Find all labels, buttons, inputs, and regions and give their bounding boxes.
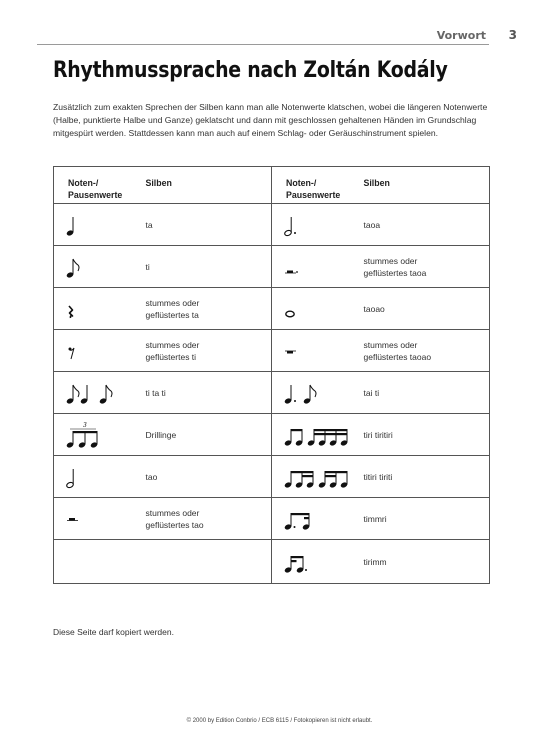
intro-paragraph: Zusätzlich zum exakten Sprechen der Silben kann man alle Notenwerte klatschen, wobei die längeren Notenwerte (Halbe, punktierte Halbe und Ganze) geklatscht und dann mit geschlossen gehaltenen Händen im Grundschlag mitgespürt werden. Stattdessen kann man auch auf einem Schlag- oder Geräuschinstrument spielen. <box>53 102 488 138</box>
dotted-eighth-sixteenth-icon <box>284 507 334 531</box>
note-cell <box>272 372 360 414</box>
syllable-cell: taoa <box>360 204 490 246</box>
header-rule <box>37 44 489 45</box>
note-cell <box>54 456 142 498</box>
syllable-cell <box>142 540 272 584</box>
syllable-cell: stummes oder geflüstertes ti <box>142 330 272 372</box>
rhythm-table <box>53 166 490 584</box>
sixteenth-dotted-eighth-icon <box>284 550 334 574</box>
syllable-cell: ta <box>142 204 272 246</box>
whole-rest-icon <box>284 339 324 363</box>
note-cell <box>54 288 142 330</box>
dotted-quarter-eighth-icon <box>284 381 344 405</box>
table-row <box>54 414 490 456</box>
syllable-cell: ti ta ti <box>142 372 272 414</box>
syllable-cell: tiri tiritiri <box>360 414 490 456</box>
note-cell <box>54 204 142 246</box>
whole-note-icon <box>284 297 324 321</box>
section-label: Vorwort <box>436 29 486 42</box>
table-row <box>54 330 490 372</box>
syllable-cell: stummes oder geflüstertes taoa <box>360 246 490 288</box>
note-cell <box>54 372 142 414</box>
note-cell <box>54 414 142 456</box>
table-row <box>54 246 490 288</box>
copyright-line: © 2000 by Edition Conbrio / ECB 6115 / Fotokopieren ist nicht erlaubt. <box>186 718 373 724</box>
syllable-cell: Drillinge <box>142 414 272 456</box>
eighth-sixteenths-icon <box>284 465 356 489</box>
eighth-rest-icon <box>66 339 106 363</box>
note-cell <box>54 498 142 540</box>
page-title: Rhythmussprache nach Zoltán Kodály <box>53 58 448 83</box>
table-row <box>54 456 490 498</box>
eighth-note-icon <box>66 255 106 279</box>
quarter-note-icon <box>66 213 106 237</box>
table-header-row <box>54 167 490 204</box>
syllable-cell: titiri tiriti <box>360 456 490 498</box>
note-cell <box>54 246 142 288</box>
header-notes-left: Noten-/ Pausenwerte <box>54 167 142 204</box>
syllable-cell: stummes oder geflüstertes tao <box>142 498 272 540</box>
note-cell <box>272 414 360 456</box>
syllable-cell: tao <box>142 456 272 498</box>
dotted-half-note-icon <box>284 213 324 237</box>
syllable-cell: stummes oder geflüstertes ta <box>142 288 272 330</box>
note-cell <box>272 204 360 246</box>
table-row <box>54 498 490 540</box>
syllable-cell: tirimm <box>363 556 387 567</box>
svg-text:3: 3 <box>83 421 87 429</box>
syllable-cell: timmri <box>360 498 490 540</box>
sixteenths-icon <box>284 423 356 447</box>
note-cell <box>54 540 142 584</box>
triplet-icon <box>66 421 126 449</box>
dotted-half-rest-icon <box>284 255 324 279</box>
half-rest-icon <box>66 507 106 531</box>
note-cell <box>54 330 142 372</box>
syllable-cell: taoao <box>360 288 490 330</box>
note-cell <box>272 456 360 498</box>
table-row <box>54 540 490 584</box>
quarter-rest-icon <box>66 297 106 321</box>
note-cell <box>272 330 360 372</box>
note-cell <box>272 540 360 584</box>
note-cell <box>272 288 360 330</box>
note-cell <box>272 498 360 540</box>
table-row <box>54 204 490 246</box>
note-cell <box>272 246 360 288</box>
syllable-cell: ti <box>142 246 272 288</box>
syllable-cell: tai ti <box>360 372 490 414</box>
table-row <box>54 288 490 330</box>
syllable-cell: stummes oder geflüstertes taoao <box>360 330 490 372</box>
header-syllables-left: Silben <box>142 167 272 204</box>
header-syllables-right: Silben <box>360 167 490 204</box>
eighth-quarter-eighth-icon <box>66 381 126 405</box>
half-note-icon <box>66 465 106 489</box>
copy-permission-note: Diese Seite darf kopiert werden. <box>53 627 174 637</box>
header-notes-right: Noten-/ Pausenwerte <box>272 167 360 204</box>
page-number: 3 <box>508 28 517 42</box>
table-row <box>54 372 490 414</box>
